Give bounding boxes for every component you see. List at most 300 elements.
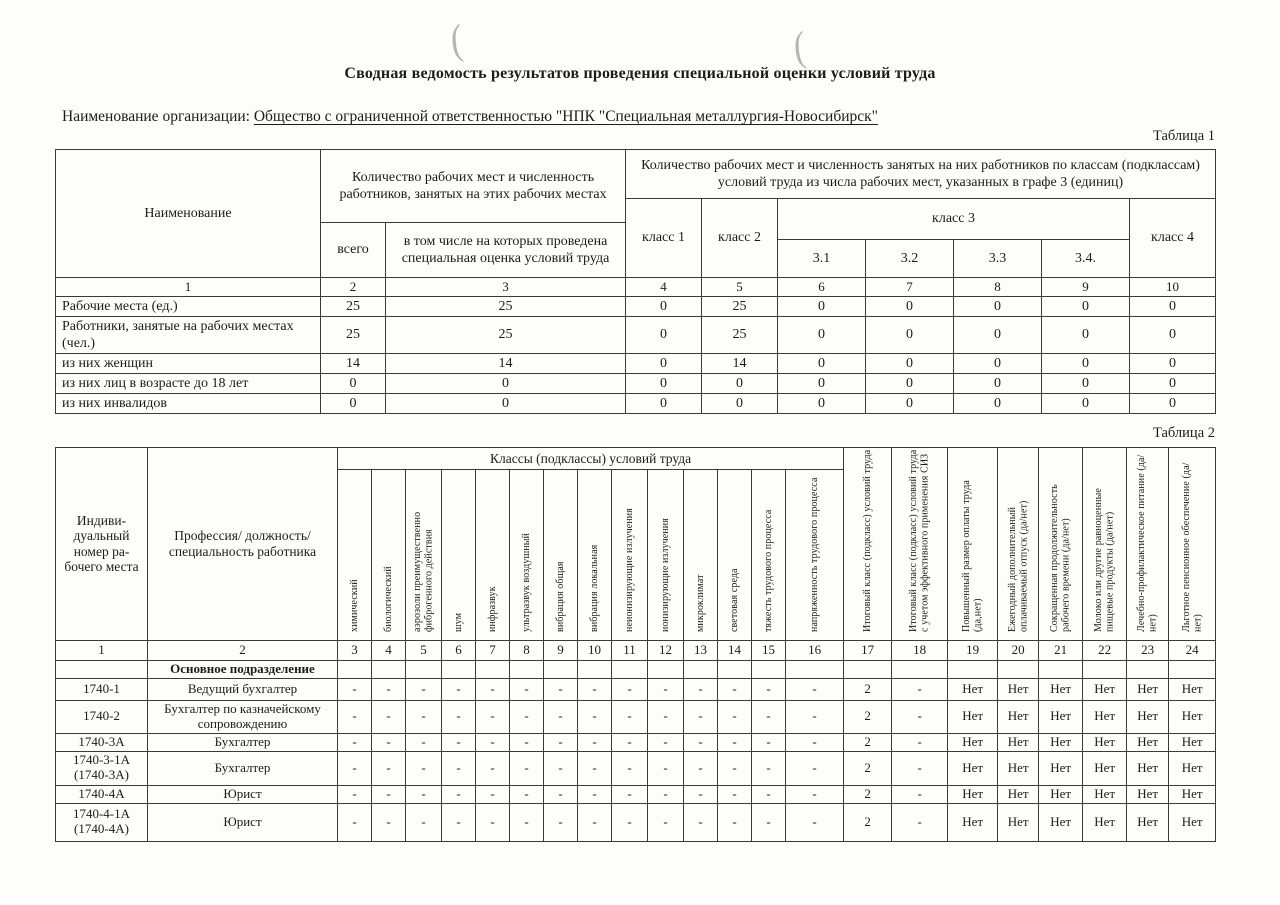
table1-header-row xyxy=(56,150,1216,199)
vertical-label: тяжесть трудового процесса xyxy=(762,509,774,632)
benefit-cell: Нет xyxy=(1083,803,1127,841)
value-cell: 0 xyxy=(321,394,386,414)
col-header-intensity xyxy=(786,470,844,641)
col-header-workplace-id: Индивидуальный номер рабочего места xyxy=(56,448,148,641)
benefit-cell: Нет xyxy=(1127,803,1169,841)
value-cell: 0 xyxy=(1130,316,1216,353)
factor-class-cell: - xyxy=(648,803,684,841)
column-number: 24 xyxy=(1169,640,1216,660)
benefit-cell: Нет xyxy=(1127,785,1169,803)
factor-class-cell: - xyxy=(442,803,476,841)
value-cell: 0 xyxy=(866,354,954,374)
factor-class-cell: - xyxy=(718,733,752,751)
factor-class-cell: - xyxy=(544,678,578,700)
profession-cell: Бухгалтер по казначейскому сопровождению xyxy=(148,700,338,733)
value-cell: 0 xyxy=(866,296,954,316)
col-header-infrasound xyxy=(476,470,510,641)
value-cell: 0 xyxy=(954,316,1042,353)
vertical-label: Льготное пенсионное обеспечение (да/нет) xyxy=(1180,462,1204,632)
final-class-siz-cell: - xyxy=(892,803,948,841)
benefit-cell: Нет xyxy=(998,785,1039,803)
col-header-vibration-general xyxy=(544,470,578,641)
factor-class-cell: - xyxy=(718,678,752,700)
factor-class-cell: - xyxy=(372,700,406,733)
column-number: 15 xyxy=(752,640,786,660)
factor-class-cell: - xyxy=(752,785,786,803)
factor-class-cell: - xyxy=(786,700,844,733)
value-cell: 0 xyxy=(866,374,954,394)
organization-line xyxy=(62,108,888,126)
column-number: 8 xyxy=(954,278,1042,297)
factor-class-cell: - xyxy=(442,700,476,733)
factor-class-cell: - xyxy=(442,751,476,785)
vertical-label: биологический xyxy=(382,566,394,632)
col-header-class4: класс 4 xyxy=(1130,199,1216,278)
factor-class-cell: - xyxy=(510,785,544,803)
benefit-cell: Нет xyxy=(1083,700,1127,733)
table-row xyxy=(56,354,1216,374)
value-cell: 0 xyxy=(954,374,1042,394)
factor-class-cell: - xyxy=(718,751,752,785)
factor-class-cell: - xyxy=(544,803,578,841)
factor-class-cell: - xyxy=(718,700,752,733)
column-number: 9 xyxy=(544,640,578,660)
factor-class-cell: - xyxy=(752,700,786,733)
vertical-label: Ежегодный дополнительный оплачиваемый отпуск (да/нет) xyxy=(1006,500,1030,632)
value-cell: 0 xyxy=(1042,374,1130,394)
table1-caption: Таблица 1 xyxy=(1152,128,1215,144)
factor-class-cell: - xyxy=(612,785,648,803)
profession-cell: Юрист xyxy=(148,803,338,841)
empty-cell xyxy=(948,660,998,678)
benefit-cell: Нет xyxy=(998,678,1039,700)
factor-class-cell: - xyxy=(684,803,718,841)
column-number: 8 xyxy=(510,640,544,660)
column-number: 1 xyxy=(56,278,321,297)
value-cell: 25 xyxy=(702,296,778,316)
benefit-cell: Нет xyxy=(1169,678,1216,700)
factor-class-cell: - xyxy=(648,785,684,803)
row-label: из них женщин xyxy=(56,354,321,374)
col-header-ultrasound xyxy=(510,470,544,641)
factor-class-cell: - xyxy=(338,751,372,785)
vertical-label: шум xyxy=(452,612,464,632)
workplace-id-cell: 1740-3А xyxy=(56,733,148,751)
col-header-including: в том числе на которых проведена специальная оценка условий труда xyxy=(386,223,626,278)
factor-class-cell: - xyxy=(718,803,752,841)
factor-class-cell: - xyxy=(612,700,648,733)
table1-column-numbers-row xyxy=(56,278,1216,297)
vertical-label: химический xyxy=(348,579,360,632)
column-number: 19 xyxy=(948,640,998,660)
benefit-cell: Нет xyxy=(1083,733,1127,751)
value-cell: 0 xyxy=(778,394,866,414)
value-cell: 25 xyxy=(386,316,626,353)
factor-class-cell: - xyxy=(372,733,406,751)
vertical-label: аэрозоли преимущественно фиброгенного действия xyxy=(412,511,435,632)
table-row xyxy=(56,733,1216,751)
factor-class-cell: - xyxy=(578,751,612,785)
final-class-siz-cell: - xyxy=(892,678,948,700)
factor-class-cell: - xyxy=(684,751,718,785)
factor-class-cell: - xyxy=(510,678,544,700)
factor-class-cell: - xyxy=(510,803,544,841)
final-class-siz-cell: - xyxy=(892,700,948,733)
benefit-cell: Нет xyxy=(1039,751,1083,785)
empty-cell xyxy=(718,660,752,678)
value-cell: 0 xyxy=(778,296,866,316)
factor-class-cell: - xyxy=(578,678,612,700)
final-class-cell: 2 xyxy=(844,733,892,751)
value-cell: 0 xyxy=(954,394,1042,414)
factor-class-cell: - xyxy=(752,803,786,841)
final-class-cell: 2 xyxy=(844,678,892,700)
factor-class-cell: - xyxy=(372,751,406,785)
benefit-cell: Нет xyxy=(948,700,998,733)
column-number: 21 xyxy=(1039,640,1083,660)
workplace-id-cell: 1740-2 xyxy=(56,700,148,733)
col-header-nonionizing xyxy=(612,470,648,641)
table2-column-numbers-row xyxy=(56,640,1216,660)
value-cell: 0 xyxy=(866,394,954,414)
benefit-cell: Нет xyxy=(1083,751,1127,785)
profession-cell: Юрист xyxy=(148,785,338,803)
value-cell: 25 xyxy=(702,316,778,353)
value-cell: 0 xyxy=(1042,394,1130,414)
empty-cell xyxy=(844,660,892,678)
table-row xyxy=(56,394,1216,414)
profession-cell: Бухгалтер xyxy=(148,751,338,785)
empty-cell xyxy=(544,660,578,678)
col-header-subclass-3-4: 3.4. xyxy=(1042,240,1130,278)
factor-class-cell: - xyxy=(476,700,510,733)
vertical-label: ионизирующие излучения xyxy=(659,518,671,632)
column-number: 12 xyxy=(648,640,684,660)
col-header-final-class-siz xyxy=(892,448,948,641)
value-cell: 0 xyxy=(954,354,1042,374)
factor-class-cell: - xyxy=(544,733,578,751)
value-cell: 0 xyxy=(626,316,702,353)
vertical-label: световая среда xyxy=(728,568,740,632)
factor-class-cell: - xyxy=(786,751,844,785)
factor-class-cell: - xyxy=(544,785,578,803)
col-header-subclass-3-3: 3.3 xyxy=(954,240,1042,278)
page-title: Сводная ведомость результатов проведения специальной оценки условий труда xyxy=(344,65,936,82)
table2-body xyxy=(56,660,1216,841)
benefit-cell: Нет xyxy=(948,733,998,751)
column-number: 11 xyxy=(612,640,648,660)
value-cell: 0 xyxy=(1042,316,1130,353)
factor-class-cell: - xyxy=(338,700,372,733)
col-header-final-class xyxy=(844,448,892,641)
factor-class-cell: - xyxy=(612,678,648,700)
column-number: 20 xyxy=(998,640,1039,660)
col-header-subclass-3-1: 3.1 xyxy=(778,240,866,278)
value-cell: 0 xyxy=(626,354,702,374)
factor-class-cell: - xyxy=(338,733,372,751)
final-class-siz-cell: - xyxy=(892,785,948,803)
value-cell: 0 xyxy=(1130,296,1216,316)
row-label: из них лиц в возрасте до 18 лет xyxy=(56,374,321,394)
vertical-label: Повышенный размер оплаты труда (да,нет) xyxy=(961,480,984,632)
factor-class-cell: - xyxy=(406,700,442,733)
row-label: Рабочие места (ед.) xyxy=(56,296,321,316)
factor-class-cell: - xyxy=(578,803,612,841)
empty-cell xyxy=(338,660,372,678)
table-row xyxy=(56,803,1216,841)
factor-class-cell: - xyxy=(372,785,406,803)
benefit-cell: Нет xyxy=(1169,785,1216,803)
col-header-ionizing xyxy=(648,470,684,641)
table-row xyxy=(56,678,1216,700)
factor-class-cell: - xyxy=(786,785,844,803)
benefit-cell: Нет xyxy=(998,751,1039,785)
empty-cell xyxy=(648,660,684,678)
table-row xyxy=(56,700,1216,733)
value-cell: 0 xyxy=(702,394,778,414)
factor-class-cell: - xyxy=(578,785,612,803)
factor-class-cell: - xyxy=(372,678,406,700)
factor-class-cell: - xyxy=(786,803,844,841)
empty-cell xyxy=(578,660,612,678)
column-number: 22 xyxy=(1083,640,1127,660)
factor-class-cell: - xyxy=(578,733,612,751)
table2-header-row xyxy=(56,448,1216,470)
col-header-noise xyxy=(442,470,476,641)
benefit-cell: Нет xyxy=(1169,700,1216,733)
benefit-cell: Нет xyxy=(948,751,998,785)
col-header-total: всего xyxy=(321,223,386,278)
empty-cell xyxy=(684,660,718,678)
factor-class-cell: - xyxy=(684,733,718,751)
factor-class-cell: - xyxy=(612,751,648,785)
value-cell: 0 xyxy=(778,374,866,394)
empty-cell xyxy=(406,660,442,678)
vertical-label: Лечебно-профилактическое питание (да/нет) xyxy=(1136,454,1159,632)
factor-class-cell: - xyxy=(578,700,612,733)
table1-body xyxy=(56,296,1216,413)
value-cell: 0 xyxy=(1042,354,1130,374)
factor-class-cell: - xyxy=(544,751,578,785)
factor-class-cell: - xyxy=(476,751,510,785)
factor-class-cell: - xyxy=(718,785,752,803)
factor-class-cell: - xyxy=(612,733,648,751)
value-cell: 0 xyxy=(954,296,1042,316)
column-number: 3 xyxy=(338,640,372,660)
factor-class-cell: - xyxy=(442,733,476,751)
benefit-cell: Нет xyxy=(948,803,998,841)
col-header-preferential-pension xyxy=(1169,448,1216,641)
value-cell: 25 xyxy=(386,296,626,316)
col-header-biological xyxy=(372,470,406,641)
column-number: 6 xyxy=(778,278,866,297)
benefit-cell: Нет xyxy=(1039,700,1083,733)
empty-cell xyxy=(786,660,844,678)
value-cell: 14 xyxy=(702,354,778,374)
vertical-label: инфразвук xyxy=(486,586,498,632)
column-number: 10 xyxy=(578,640,612,660)
col-header-increased-pay xyxy=(948,448,998,641)
value-cell: 0 xyxy=(1042,296,1130,316)
factor-class-cell: - xyxy=(442,678,476,700)
value-cell: 0 xyxy=(386,374,626,394)
col-header-light xyxy=(718,470,752,641)
table-1 xyxy=(55,149,1216,414)
table2-caption: Таблица 2 xyxy=(1152,425,1215,441)
benefit-cell: Нет xyxy=(1039,733,1083,751)
factor-class-cell: - xyxy=(544,700,578,733)
final-class-cell: 2 xyxy=(844,751,892,785)
factor-class-cell: - xyxy=(752,733,786,751)
vertical-label: вибрация локальная xyxy=(588,544,600,632)
column-number: 7 xyxy=(866,278,954,297)
column-number: 5 xyxy=(406,640,442,660)
col-header-milk-products xyxy=(1083,448,1127,641)
table-2 xyxy=(55,447,1216,842)
empty-cell xyxy=(612,660,648,678)
column-number: 4 xyxy=(626,278,702,297)
factor-class-cell: - xyxy=(406,733,442,751)
column-number: 2 xyxy=(321,278,386,297)
col-header-aerosols xyxy=(406,470,442,641)
factor-class-cell: - xyxy=(752,751,786,785)
value-cell: 0 xyxy=(1130,394,1216,414)
col-header-chemical xyxy=(338,470,372,641)
column-number: 9 xyxy=(1042,278,1130,297)
empty-cell xyxy=(752,660,786,678)
benefit-cell: Нет xyxy=(1039,785,1083,803)
value-cell: 0 xyxy=(1130,354,1216,374)
column-number: 4 xyxy=(372,640,406,660)
section-label: Основное подразделение xyxy=(148,660,338,678)
factor-class-cell: - xyxy=(612,803,648,841)
value-cell: 0 xyxy=(626,394,702,414)
col-header-vibration-local xyxy=(578,470,612,641)
col-header-reduced-hours xyxy=(1039,448,1083,641)
column-number: 14 xyxy=(718,640,752,660)
empty-cell xyxy=(476,660,510,678)
scan-artifact-mark: ( xyxy=(448,16,465,64)
factor-class-cell: - xyxy=(338,785,372,803)
benefit-cell: Нет xyxy=(1083,678,1127,700)
benefit-cell: Нет xyxy=(1127,733,1169,751)
factor-class-cell: - xyxy=(648,700,684,733)
col-header-microclimate xyxy=(684,470,718,641)
col-header-class3: класс 3 xyxy=(778,199,1130,240)
value-cell: 25 xyxy=(321,316,386,353)
col-header-workplaces-banner: Количество рабочих мест и численность работников, занятых на этих рабочих местах xyxy=(321,150,626,223)
workplace-id-cell: 1740-1 xyxy=(56,678,148,700)
column-number: 7 xyxy=(476,640,510,660)
value-cell: 0 xyxy=(778,316,866,353)
column-number: 13 xyxy=(684,640,718,660)
table-row xyxy=(56,374,1216,394)
column-number: 23 xyxy=(1127,640,1169,660)
final-class-siz-cell: - xyxy=(892,751,948,785)
workplace-id-cell: 1740-4А xyxy=(56,785,148,803)
column-number: 18 xyxy=(892,640,948,660)
vertical-label: вибрация общая xyxy=(554,561,566,632)
benefit-cell: Нет xyxy=(998,803,1039,841)
factor-class-cell: - xyxy=(510,733,544,751)
organization-label: Наименование организации: xyxy=(62,108,250,125)
table-row xyxy=(56,316,1216,353)
vertical-label: микроклимат xyxy=(694,574,706,632)
empty-cell xyxy=(998,660,1039,678)
col-header-classes-banner: Количество рабочих мест и численность занятых на них работников по классам (подклассам) условий труда из числа рабочих мест, указанных в графе 3 (единиц) xyxy=(626,150,1216,199)
vertical-label: Итоговый класс (подкласс) условий труда с учетом эффективного применения СИЗ xyxy=(908,449,931,632)
vertical-label: Сокращенная продолжительность рабочего времени (да/нет) xyxy=(1049,484,1072,632)
vertical-label: ультразвук воздушный xyxy=(520,533,532,632)
table-row xyxy=(56,751,1216,785)
factor-class-cell: - xyxy=(648,751,684,785)
factor-class-cell: - xyxy=(476,733,510,751)
workplace-id-cell: 1740-4-1А (1740-4А) xyxy=(56,803,148,841)
benefit-cell: Нет xyxy=(1169,733,1216,751)
benefit-cell: Нет xyxy=(1039,803,1083,841)
benefit-cell: Нет xyxy=(998,733,1039,751)
final-class-cell: 2 xyxy=(844,785,892,803)
benefit-cell: Нет xyxy=(1039,678,1083,700)
factor-class-cell: - xyxy=(510,700,544,733)
value-cell: 25 xyxy=(321,296,386,316)
factor-class-cell: - xyxy=(406,751,442,785)
final-class-siz-cell: - xyxy=(892,733,948,751)
final-class-cell: 2 xyxy=(844,700,892,733)
factor-class-cell: - xyxy=(786,678,844,700)
benefit-cell: Нет xyxy=(1169,751,1216,785)
empty-cell xyxy=(372,660,406,678)
factor-class-cell: - xyxy=(476,678,510,700)
value-cell: 14 xyxy=(321,354,386,374)
col-header-class2: класс 2 xyxy=(702,199,778,278)
factor-class-cell: - xyxy=(338,803,372,841)
column-number: 3 xyxy=(386,278,626,297)
table-row xyxy=(56,785,1216,803)
vertical-label: Молоко или другие равноценные пищевые продукты (да/нет) xyxy=(1093,488,1116,632)
row-label: из них инвалидов xyxy=(56,394,321,414)
scan-artifact-mark: ( xyxy=(791,23,808,71)
vertical-label: напряженность трудового процесса xyxy=(808,477,820,632)
benefit-cell: Нет xyxy=(948,785,998,803)
factor-class-cell: - xyxy=(648,678,684,700)
factor-class-cell: - xyxy=(372,803,406,841)
value-cell: 0 xyxy=(702,374,778,394)
empty-cell xyxy=(56,660,148,678)
empty-cell xyxy=(1169,660,1216,678)
empty-cell xyxy=(1039,660,1083,678)
value-cell: 0 xyxy=(386,394,626,414)
column-number: 16 xyxy=(786,640,844,660)
value-cell: 0 xyxy=(778,354,866,374)
benefit-cell: Нет xyxy=(948,678,998,700)
profession-cell: Ведущий бухгалтер xyxy=(148,678,338,700)
row-label: Работники, занятые на рабочих местах (чел.) xyxy=(56,316,321,353)
factor-class-cell: - xyxy=(406,803,442,841)
factor-class-cell: - xyxy=(338,678,372,700)
factor-class-cell: - xyxy=(476,785,510,803)
col-header-name: Наименование xyxy=(56,150,321,278)
empty-cell xyxy=(1083,660,1127,678)
benefit-cell: Нет xyxy=(1169,803,1216,841)
col-header-subclass-3-2: 3.2 xyxy=(866,240,954,278)
column-number: 1 xyxy=(56,640,148,660)
col-header-severity xyxy=(752,470,786,641)
value-cell: 0 xyxy=(866,316,954,353)
empty-cell xyxy=(1127,660,1169,678)
benefit-cell: Нет xyxy=(1127,751,1169,785)
factor-class-cell: - xyxy=(684,785,718,803)
